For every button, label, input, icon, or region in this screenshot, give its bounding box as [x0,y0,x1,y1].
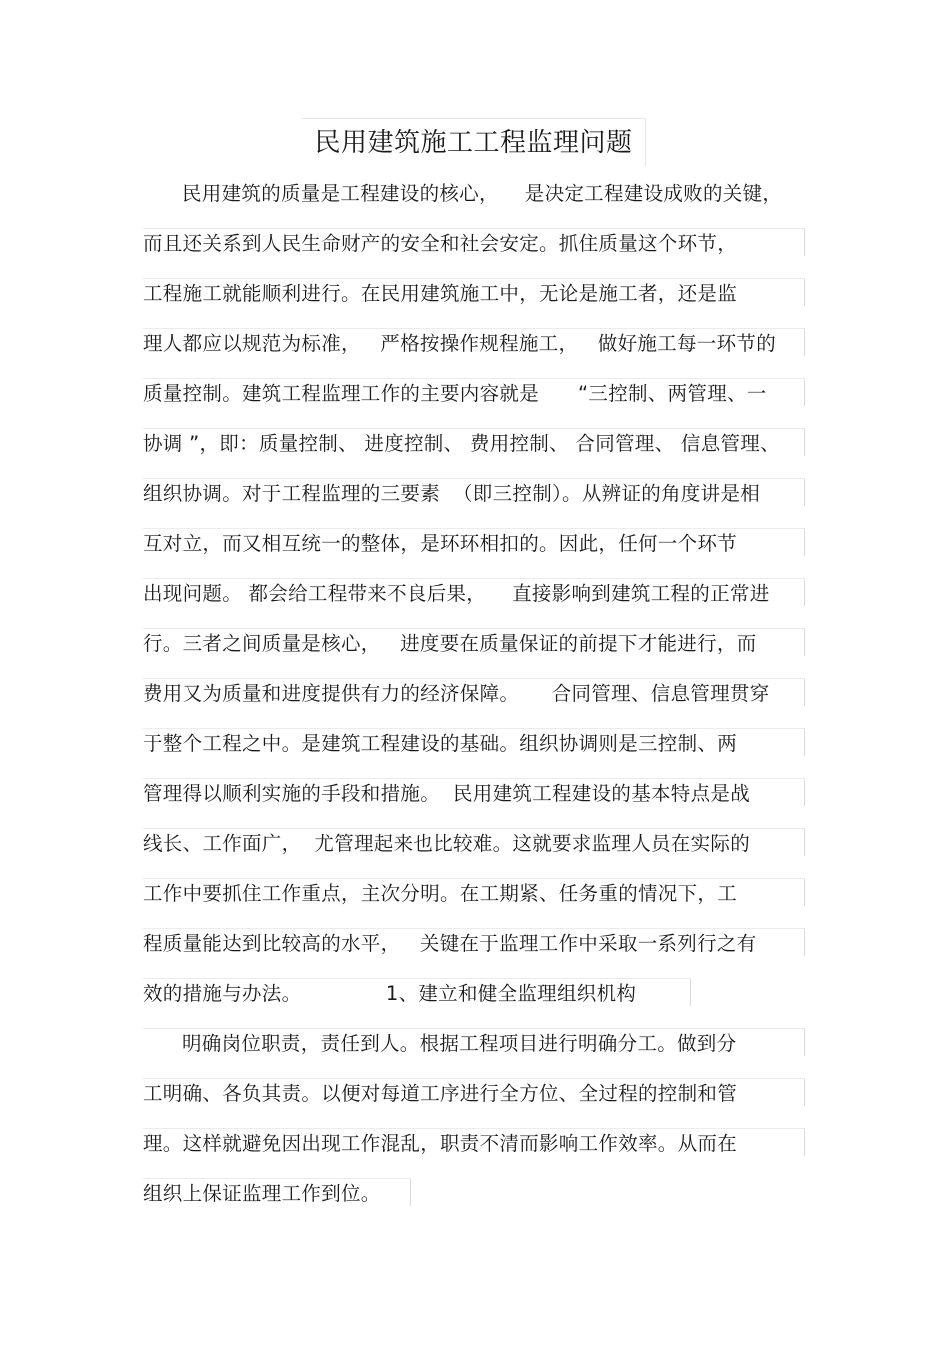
text-line: 民用建筑的质量是工程建设的核心， 是决定工程建设成败的关键， [143,182,783,205]
text-line: 组织上保证监理工作到位。 [143,1182,381,1205]
document-title: 民用建筑施工工程监理问题 [302,118,646,166]
text-line: 理。这样就避免因出现工作混乱，职责不清而影响工作效率。从而在 [143,1132,738,1155]
text-line: 互对立，而又相互统一的整体，是环环相扣的。因此，任何一个环节 [143,532,738,555]
text-line: 质量控制。建筑工程监理工作的主要内容就是 “三控制、两管理、一 [143,382,767,405]
text-line: 于整个工程之中。是建筑工程建设的基础。组织协调则是三控制、两 [143,732,738,755]
text-line: 效的措施与办法。 1、建立和健全监理组织机构 [143,982,637,1005]
text-line: 工作中要抓住工作重点，主次分明。在工期紧、任务重的情况下，工 [143,882,738,905]
text-line: 程质量能达到比较高的水平， 关键在于监理工作中采取一系列行之有 [143,932,757,955]
text-line: 工明确、各负其责。以便对每道工序进行全方位、全过程的控制和管 [143,1082,738,1105]
text-line: 管理得以顺利实施的手段和措施。 民用建筑工程建设的基本特点是战 [143,782,750,805]
text-line: 行。三者之间质量是核心， 进度要在质量保证的前提下才能进行，而 [143,632,757,655]
text-line: 理人都应以规范为标准， 严格按操作规程施工， 做好施工每一环节的 [143,332,776,355]
text-line: 组织协调。对于工程监理的三要素 （即三控制）。从辨证的角度讲是相 [143,482,761,505]
text-line: 出现问题。 都会给工程带来不良后果， 直接影响到建筑工程的正常进 [143,582,770,605]
text-line: 明确岗位职责，责任到人。根据工程项目进行明确分工。做到分 [143,1032,737,1055]
text-line: 线长、工作面广， 尤管理起来也比较难。这就要求监理人员在实际的 [143,832,750,855]
text-line: 协调 ”，即：质量控制、 进度控制、 费用控制、 合同管理、 信息管理、 [143,432,780,455]
text-line: 而且还关系到人民生命财产的安全和社会安定。抓住质量这个环节， [143,232,738,255]
text-line: 工程施工就能顺利进行。在民用建筑施工中，无论是施工者，还是监 [143,282,738,305]
text-line: 费用又为质量和进度提供有力的经济保障。 合同管理、信息管理贯穿 [143,682,770,705]
